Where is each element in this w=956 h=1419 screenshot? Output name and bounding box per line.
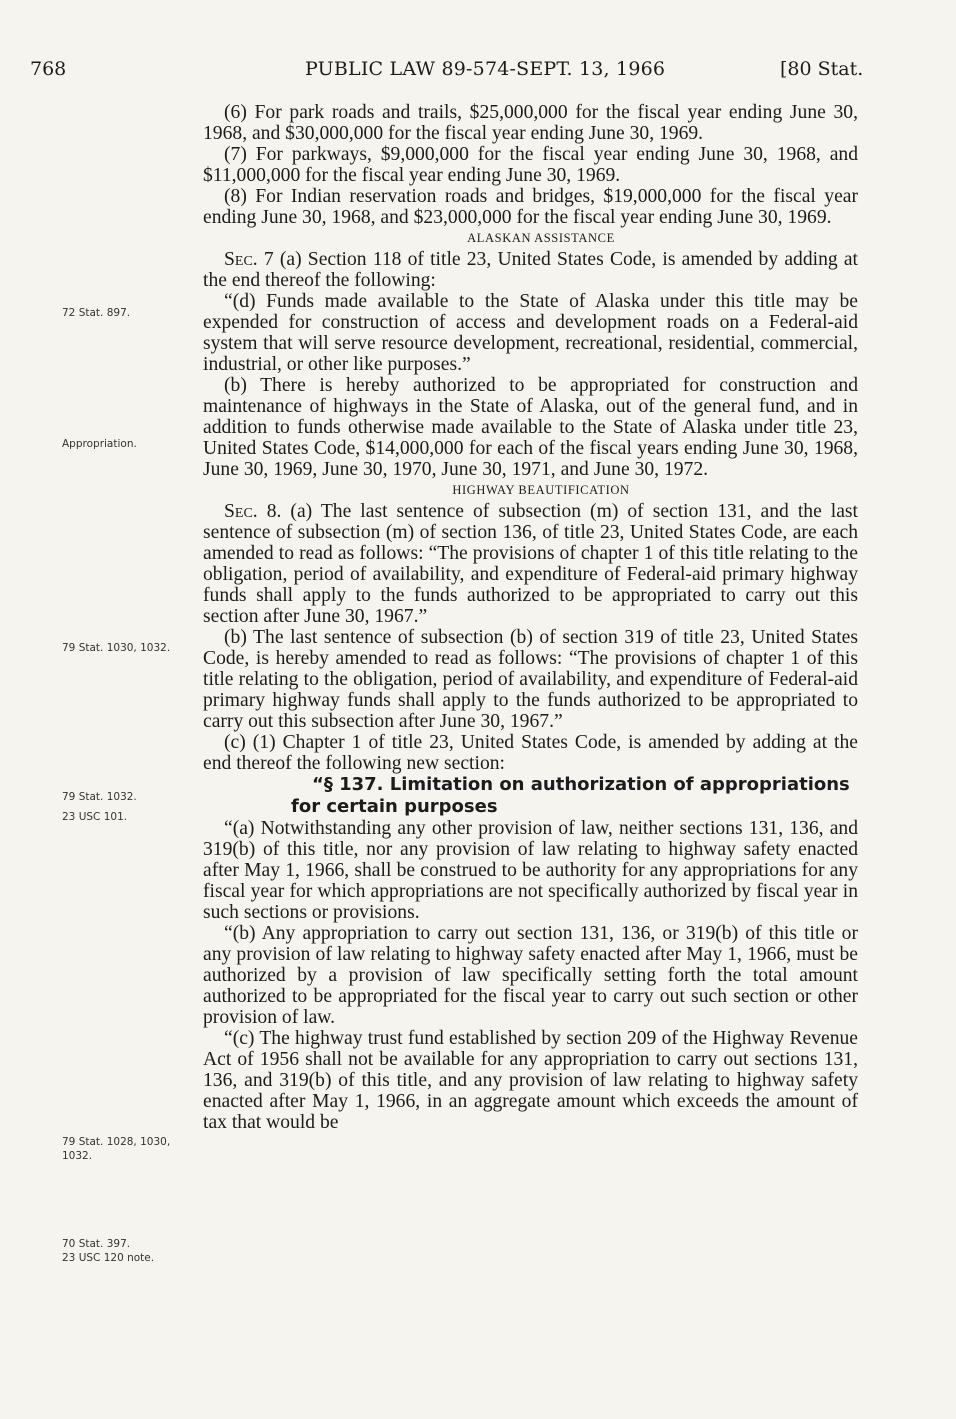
paragraph: “(d) Funds made available to the State of Alaska under this title may be expended for construction of access and development roads on a Federal-aid system that will serve resource development, recreational, residential, commercial, industrial, or other like purposes.” — [203, 291, 858, 375]
margin-note: 23 USC 101. — [62, 811, 128, 823]
page-number: 768 — [30, 58, 67, 80]
margin-note: 79 Stat. 1030, 1032. — [62, 642, 171, 654]
margin-note: 23 USC 120 note. — [62, 1252, 155, 1264]
document-body — [203, 102, 858, 1133]
paragraph — [203, 501, 858, 627]
paragraph: (b) The last sentence of subsection (b) of section 319 of title 23, United States Code, is hereby amended to read as follows: “The provisions of chapter 1 of this title relating to the obligation, period of availability, and expenditure of Federal-aid primary highway funds shall apply to the funds authorized to be appropriated to carry out this subsection after June 30, 1967.” — [203, 627, 858, 732]
statute-reference: [80 Stat. — [780, 58, 864, 80]
paragraph: (c) (1) Chapter 1 of title 23, United States Code, is amended by adding at the end thereof the following new section: — [203, 732, 858, 774]
paragraph: (7) For parkways, $9,000,000 for the fiscal year ending June 30, 1968, and $11,000,000 for the fiscal year ending June 30, 1969. — [203, 144, 858, 186]
section-137-heading: “§ 137. Limitation on authorization of appropriations for certain purposes — [291, 774, 850, 817]
paragraph: (6) For park roads and trails, $25,000,000 for the fiscal year ending June 30, 1968, and $30,000,000 for the fiscal year ending June 30, 1969. — [203, 102, 858, 144]
section-heading: ALASKAN ASSISTANCE — [467, 231, 615, 245]
paragraph-text: (a) Section 118 of title 23, United States Code, is amended by adding at the end thereof the following: — [203, 249, 858, 291]
paragraph: “(b) Any appropriation to carry out section 131, 136, or 319(b) of this title or any provision of law relating to highway safety enacted after May 1, 1966, must be authorized by a provision of law specifically setting forth the total amount authorized to be appropriated for the fiscal year to carry out such section or other provision of law. — [203, 923, 858, 1028]
paragraph: (b) There is hereby authorized to be appropriated for construction and maintenance of highways in the State of Alaska, out of the general fund, and in addition to funds otherwise made available to the State of Alaska under title 23, United States Code, $14,000,000 for each of the fiscal years ending June 30, 1968, June 30, 1969, June 30, 1970, June 30, 1971, and June 30, 1972. — [203, 375, 858, 480]
paragraph: “(a) Notwithstanding any other provision of law, neither sections 131, 136, and 319(b) of this title, nor any provision of law relating to highway safety enacted after May 1, 1966, shall be construed to be authority for any appropriations for any fiscal year for which appropriations are not specifically authorized by fiscal year in such sections or provisions. — [203, 818, 858, 923]
running-title: PUBLIC LAW 89-574-SEPT. 13, 1966 — [305, 58, 666, 80]
section-label: Sec. 8. — [224, 501, 282, 522]
paragraph-text: (a) The last sentence of subsection (m) of section 131, and the last sentence of subsection (m) of section 136, of title 23, United States Code, are each amended to read as follows: “The provisions of chapter 1 of this title relating to the obligation, period of availability, and expenditure of Federal-aid primary highway funds shall apply to the funds authorized to be appropriated to carry out this section after June 30, 1967.” — [203, 501, 858, 627]
paragraph — [203, 249, 858, 291]
section-label: Sec. 7 — [224, 249, 274, 270]
margin-note: 79 Stat. 1032. — [62, 791, 137, 803]
margin-note: 79 Stat. 1028, 1030, 1032. — [62, 1136, 171, 1162]
paragraph: (8) For Indian reservation roads and bridges, $19,000,000 for the fiscal year ending June 30, 1968, and $23,000,000 for the fiscal year ending June 30, 1969. — [203, 186, 858, 228]
margin-note: 72 Stat. 897. — [62, 307, 131, 319]
paragraph: “(c) The highway trust fund established by section 209 of the Highway Revenue Act of 1956 shall not be available for any appropriation to carry out sections 131, 136, and 319(b) of this title, and any provision of law relating to highway safety enacted after May 1, 1966, in an aggregate amount which exceeds the amount of tax that would be — [203, 1028, 858, 1133]
margin-note: Appropriation. — [62, 438, 137, 450]
margin-note: 70 Stat. 397. — [62, 1238, 131, 1250]
section-heading: HIGHWAY BEAUTIFICATION — [452, 483, 630, 497]
margin-notes — [0, 0, 200, 1419]
